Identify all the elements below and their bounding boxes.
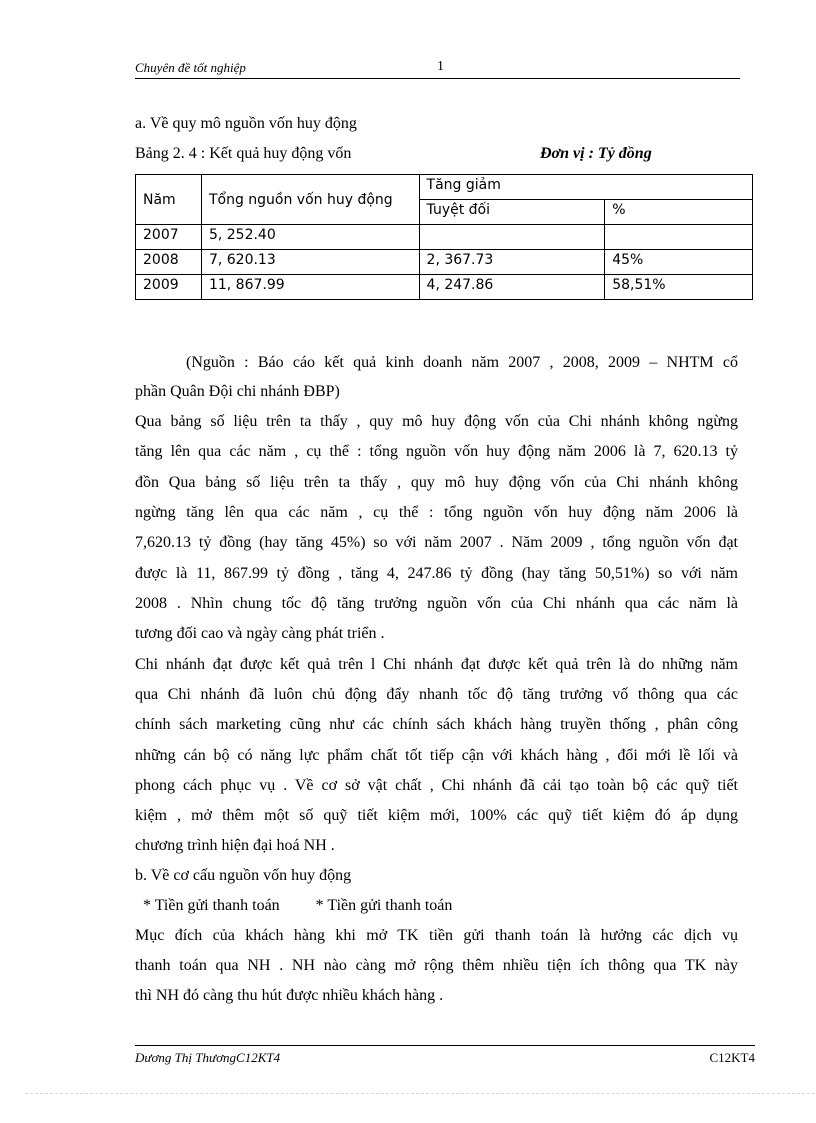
- paragraph-line: thì NH đó càng thu hút được nhiều khách hàng .: [135, 987, 444, 1004]
- paragraph-line: 7,620.13 tỷ đồng (hay tăng 45%) so với năm 2007 . Năm 2009 , tổng nguồn vốn đạt: [135, 534, 738, 551]
- cell-total: 7, 620.13: [201, 250, 419, 275]
- footer-code: C12KT4: [709, 1050, 755, 1065]
- paragraph-line: những cán bộ có năng lực phẩm chất tốt tiếp cận với khách hàng , đổi mới lề lối và: [135, 747, 738, 764]
- paragraph-line: được là 11, 867.99 tỷ đồng , tăng 4, 247.86 tỷ đồng (hay tăng 50,51%) so với năm: [135, 565, 738, 582]
- paragraph-line: chương trình hiện đại hoá NH .: [135, 837, 335, 854]
- paragraph-line: thanh toán qua NH . NH nào càng mở rộng thêm nhiều tiện ích thông qua TK này: [135, 957, 738, 974]
- paragraph-line: Chi nhánh đạt được kết quả trên l Chi nhánh đạt được kết quả trên là do những năm: [135, 656, 738, 673]
- cell-percent: [605, 225, 753, 250]
- paragraph-line: tương đối cao và ngày càng phát triển .: [135, 625, 385, 642]
- cell-year: 2008: [136, 250, 202, 275]
- header-title: Chuyên đề tốt nghiệp: [135, 60, 246, 75]
- cell-absolute: 2, 367.73: [419, 250, 605, 275]
- header-change: Tăng giảm: [419, 175, 752, 200]
- cell-percent: 58,51%: [605, 275, 753, 300]
- cell-absolute: [419, 225, 605, 250]
- cell-year: 2007: [136, 225, 202, 250]
- paragraph-line: Mục đích của khách hàng khi mở TK tiền gửi thanh toán là hưởng các dịch vụ: [135, 927, 738, 944]
- unit-label: Đơn vị : Tỷ đồng: [540, 145, 652, 162]
- cell-total: 5, 252.40: [201, 225, 419, 250]
- header-absolute: Tuyệt đối: [419, 200, 605, 225]
- bullet-line: * Tiền gửi thanh toán * Tiền gửi thanh toán: [135, 897, 453, 914]
- header-percent: %: [605, 200, 753, 225]
- cell-total: 11, 867.99: [201, 275, 419, 300]
- footer-author: Dương Thị ThươngC12KT4: [135, 1050, 281, 1065]
- paragraph-line: tăng lên qua các năm , cụ thể : tổng nguồn vốn huy động năm 2006 là 7, 620.13 tỷ: [135, 443, 738, 460]
- funding-results-table: [135, 174, 753, 300]
- page-number: 1: [437, 59, 444, 74]
- source-note-line: (Nguồn : Báo cáo kết quả kinh doanh năm 2007 , 2008, 2009 – NHTM cổ: [186, 354, 738, 371]
- source-note-line: phần Quân Đội chi nhánh ĐBP): [135, 383, 340, 400]
- page-footer: [135, 1045, 755, 1065]
- table-row: [136, 250, 753, 275]
- table-row: [136, 225, 753, 250]
- table-caption: Bảng 2. 4 : Kết quả huy động vốn: [135, 145, 352, 162]
- paragraph-line: đồn Qua bảng số liệu trên ta thấy , quy mô huy động vốn của Chi nhánh không: [135, 474, 738, 491]
- paragraph-line: ngừng tăng lên qua các năm , cụ thể : tổng nguồn vốn huy động năm 2006 là: [135, 504, 738, 521]
- paragraph-line: Qua bảng số liệu trên ta thấy , quy mô huy động vốn của Chi nhánh không ngừng: [135, 413, 738, 430]
- section-b-title: b. Về cơ cấu nguồn vốn huy động: [135, 867, 352, 884]
- paragraph-line: 2008 . Nhìn chung tốc độ tăng trưởng nguồn vốn của Chi nhánh qua các năm là: [135, 595, 738, 612]
- table-header-row: [136, 175, 753, 200]
- cell-percent: 45%: [605, 250, 753, 275]
- section-a-title: a. Về quy mô nguồn vốn huy động: [135, 115, 357, 132]
- page-header: [135, 58, 740, 79]
- header-total: Tổng nguồn vốn huy động: [201, 175, 419, 225]
- paragraph-line: qua Chi nhánh đã luôn chủ động đẩy nhanh tốc độ tăng trưởng vố thông qua các: [135, 686, 738, 703]
- page-break-divider: [25, 1093, 815, 1094]
- table-row: [136, 275, 753, 300]
- paragraph-line: phong cách phục vụ . Về cơ sở vật chất , Chi nhánh đã cải tạo toàn bộ các quỹ tiết: [135, 777, 738, 794]
- cell-year: 2009: [136, 275, 202, 300]
- cell-absolute: 4, 247.86: [419, 275, 605, 300]
- paragraph-line: chính sách marketing cũng như các chính sách khách hàng truyền thống , phân công: [135, 716, 738, 733]
- header-year: Năm: [136, 175, 202, 225]
- paragraph-line: kiệm , mở thêm một số quỹ tiết kiệm mới, 100% các quỹ tiết kiệm đó áp dụng: [135, 807, 738, 824]
